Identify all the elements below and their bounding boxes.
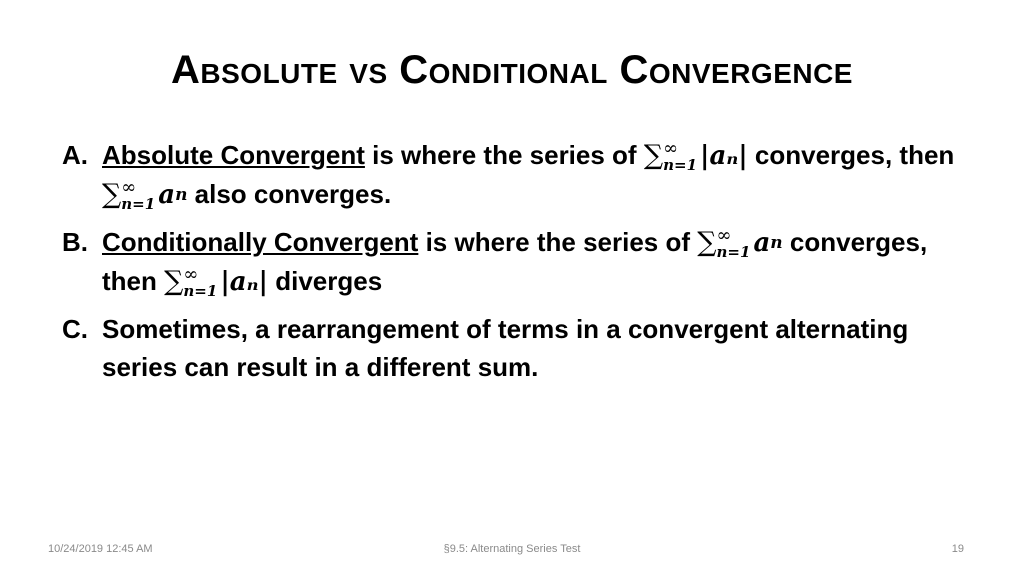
- list-marker: C.: [62, 314, 88, 344]
- list-item-text: [102, 223, 927, 301]
- footer-page-number: 19: [951, 543, 964, 555]
- term-subscript: n: [175, 185, 188, 205]
- term-a: a: [753, 228, 771, 258]
- bullet-list: [62, 136, 982, 395]
- footer-date: 10/24/2019 12:45 AM: [48, 543, 153, 555]
- upper-limit: ∞: [183, 263, 199, 285]
- text-fragment: diverges: [267, 266, 383, 296]
- text-fragment: is where the series of: [364, 140, 644, 170]
- list-marker: B.: [62, 227, 88, 257]
- abs-term: |aₙ|: [220, 267, 268, 297]
- list-item-text: Sometimes, a rearrangement of terms in a convergent alternating series can result in a different sum.: [102, 314, 909, 382]
- sum-limits: [183, 263, 218, 300]
- sigma-symbol: ∑: [164, 266, 184, 297]
- sum-expression: [644, 137, 748, 175]
- text-fragment: converges, then: [747, 140, 955, 170]
- sum-expression: [164, 263, 268, 301]
- term-subscript: n: [770, 233, 783, 253]
- list-item-b: [62, 223, 982, 301]
- slide-title: Absolute vs Conditional Convergence: [171, 48, 853, 92]
- text-fragment: then: [102, 266, 165, 296]
- term-absolute-convergent: Absolute Convergent: [102, 140, 365, 170]
- text-fragment: is where the series of: [418, 227, 698, 257]
- sigma-symbol: ∑: [102, 179, 122, 210]
- term-conditionally-convergent: Conditionally Convergent: [102, 227, 419, 257]
- text-fragment: also converges.: [187, 179, 392, 209]
- list-item-a: [62, 136, 982, 214]
- lower-limit: n=1: [663, 155, 698, 174]
- list-item-text: [102, 136, 954, 214]
- upper-limit: ∞: [663, 137, 679, 159]
- lower-limit: n=1: [183, 281, 218, 300]
- sum-limits: [121, 176, 156, 213]
- sum-limits: [663, 137, 698, 174]
- lower-limit: n=1: [121, 194, 156, 213]
- sum-expression: [697, 224, 782, 262]
- sigma-symbol: ∑: [697, 227, 717, 258]
- list-item-c: [62, 310, 982, 386]
- footer-title: §9.5: Alternating Series Test: [443, 543, 581, 555]
- text-fragment: converges,: [782, 227, 928, 257]
- upper-limit: ∞: [716, 224, 732, 246]
- sigma-symbol: ∑: [643, 140, 664, 171]
- lower-limit: n=1: [716, 242, 751, 261]
- term-a: a: [158, 180, 176, 210]
- list-marker: A.: [62, 140, 88, 170]
- upper-limit: ∞: [121, 176, 137, 198]
- abs-term: |aₙ|: [700, 141, 748, 171]
- sum-expression: [102, 176, 187, 214]
- sum-limits: [716, 224, 751, 261]
